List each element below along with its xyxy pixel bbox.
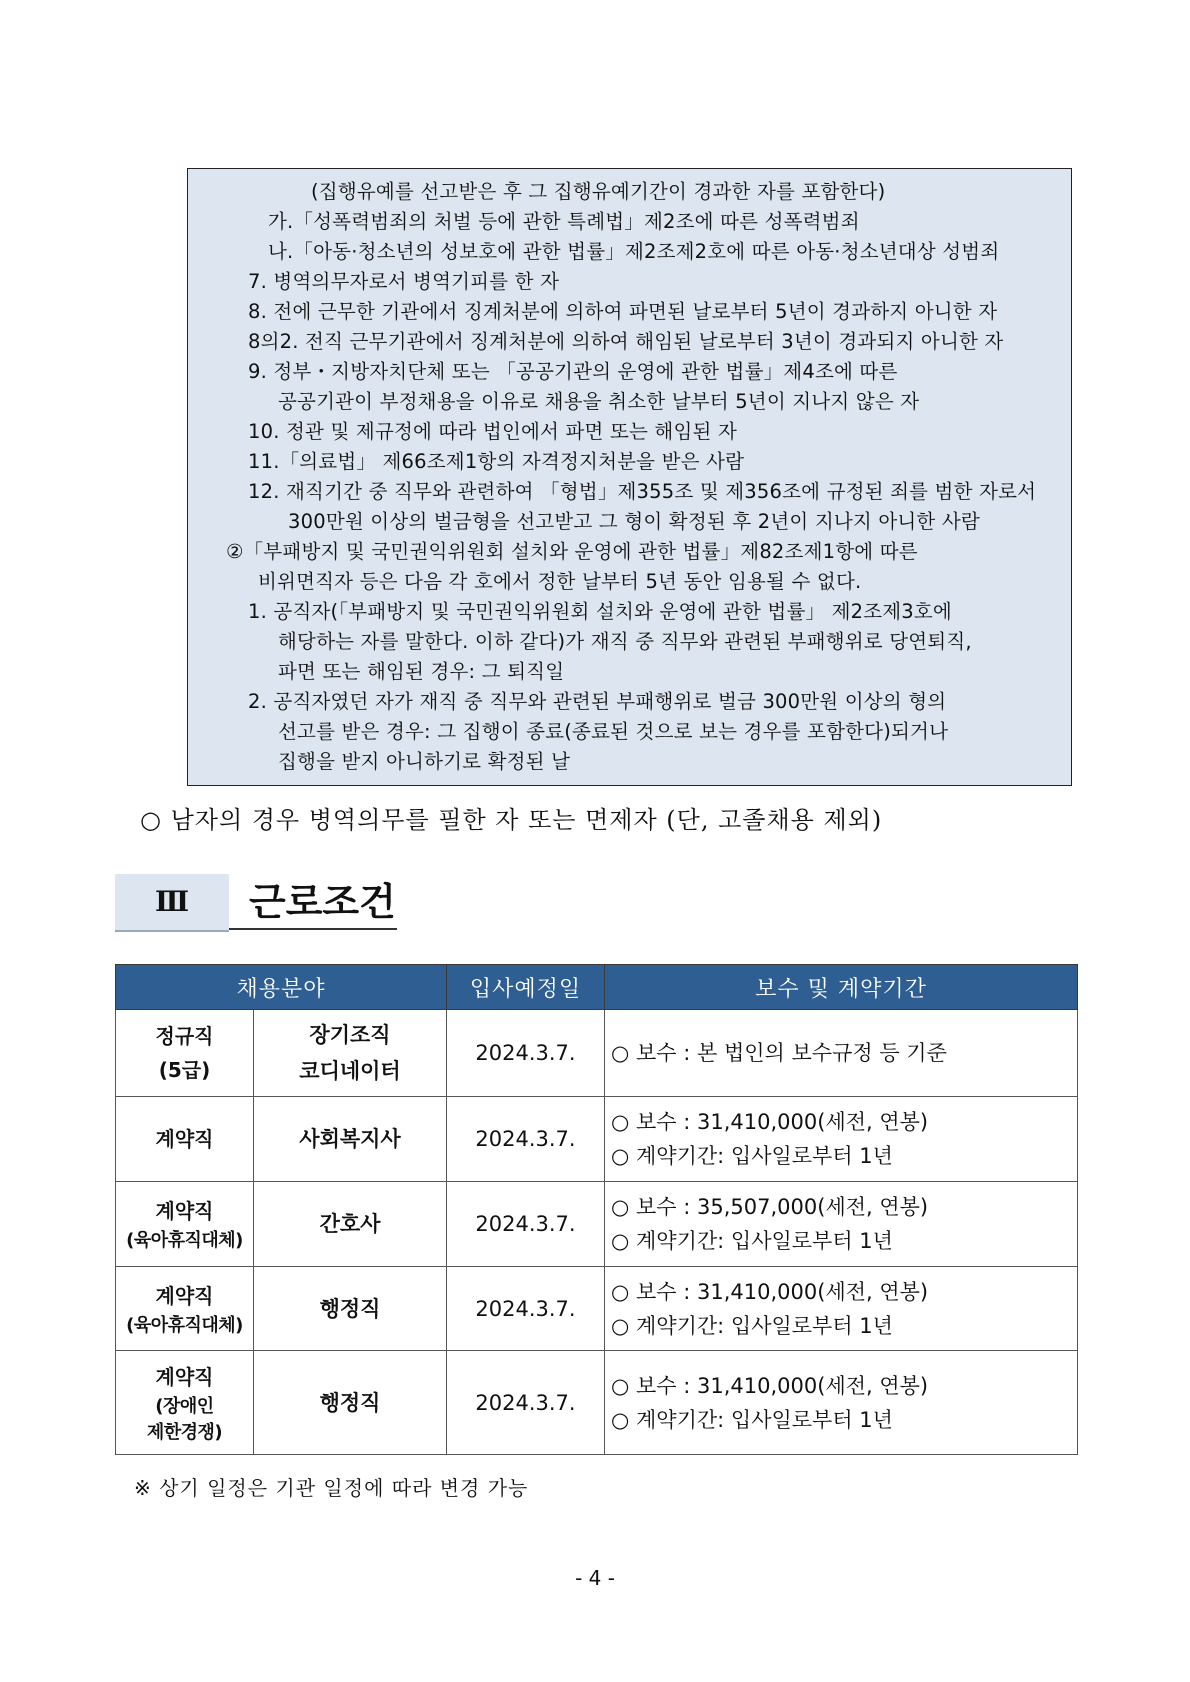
start-date: 2024.3.7. [447, 1351, 605, 1455]
contract-period: ○ 계약기간: 입사일로부터 1년 [611, 1229, 893, 1253]
employment-type-cell [116, 1010, 254, 1097]
job-field-line2: 코디네이터 [299, 1059, 401, 1083]
legal-line: 파면 또는 해임된 경우: 그 퇴직일 [278, 660, 565, 683]
job-field: 사회복지사 [254, 1097, 447, 1182]
table-row [116, 1267, 1078, 1351]
table-row [116, 1010, 1078, 1097]
employment-type: 정규직 [155, 1024, 214, 1048]
employment-type-cell [116, 1182, 254, 1267]
legal-line: 가.「성폭력범죄의 처벌 등에 관한 특례법」제2조에 따른 성폭력범죄 [268, 210, 860, 233]
job-field: 행정직 [254, 1267, 447, 1351]
legal-line: 10. 정관 및 제규정에 따라 법인에서 파면 또는 해임된 자 [248, 420, 737, 443]
contract-period: ○ 계약기간: 입사일로부터 1년 [611, 1144, 893, 1168]
job-field: 장기조직 [309, 1023, 391, 1047]
employment-type-detail: (육아휴직대체) [126, 1314, 243, 1336]
page-number: - 4 - [575, 1566, 615, 1590]
employment-type-cell [116, 1267, 254, 1351]
job-field-cell [254, 1010, 447, 1097]
legal-line: 나.「아동·청소년의 성보호에 관한 법률」제2조제2호에 따른 아동·청소년대상 성범죄 [268, 240, 1000, 263]
employment-type-detail-line2: 제한경쟁) [146, 1421, 223, 1443]
legal-line: 1. 공직자(「부패방지 및 국민권익위원회 설치와 운영에 관한 법률」 제2조제3호에 [248, 600, 952, 623]
legal-line: 집행을 받지 아니하기로 확정된 날 [278, 750, 571, 773]
legal-line: 공공기관이 부정채용을 이유로 채용을 취소한 날부터 5년이 지나지 않은 자 [278, 390, 920, 413]
contract-period: ○ 계약기간: 입사일로부터 1년 [611, 1313, 893, 1338]
section-title: 근로조건 [229, 874, 397, 930]
start-date: 2024.3.7. [447, 1010, 605, 1097]
legal-line: 해당하는 자를 말한다. 이하 같다)가 재직 중 직무와 관련된 부패행위로 당연퇴직, [278, 630, 972, 653]
job-field: 간호사 [254, 1182, 447, 1267]
salary-info: ○ 보수 : 31,410,000(세전, 연봉) [611, 1110, 929, 1134]
schedule-change-note: ※ 상기 일정은 기관 일정에 따라 변경 가능 [134, 1476, 529, 1500]
legal-line: 2. 공직자였던 자가 재직 중 직무와 관련된 부패행위로 벌금 300만원 이상의 형의 [248, 690, 947, 713]
job-field: 행정직 [254, 1351, 447, 1455]
legal-line: 8의2. 전직 근무기관에서 징계처분에 의하여 해임된 날로부터 3년이 경과되지 아니한 자 [248, 330, 1004, 353]
start-date: 2024.3.7. [447, 1267, 605, 1351]
section-heading [115, 874, 397, 932]
salary-contract-cell [605, 1351, 1078, 1455]
salary-contract-cell [605, 1010, 1078, 1097]
header-recruitment-field: 채용분야 [116, 965, 447, 1010]
contract-period: ○ 계약기간: 입사일로부터 1년 [611, 1407, 893, 1432]
legal-line: 9. 정부・지방자치단체 또는 「공공기관의 운영에 관한 법률」제4조에 따른 [248, 360, 898, 383]
legal-line: 300만원 이상의 벌금형을 선고받고 그 형이 확정된 후 2년이 지나지 아니한 사람 [288, 510, 980, 533]
legal-line: ②「부패방지 및 국민권익위원회 설치와 운영에 관한 법률」제82조제1항에 따른 [226, 540, 918, 563]
salary-contract-cell [605, 1267, 1078, 1351]
salary-contract-cell [605, 1182, 1078, 1267]
salary-info: ○ 보수 : 본 법인의 보수규정 등 기준 [611, 1041, 947, 1065]
table-row [116, 1351, 1078, 1455]
start-date: 2024.3.7. [447, 1182, 605, 1267]
start-date: 2024.3.7. [447, 1097, 605, 1182]
military-service-requirement: ○ 남자의 경우 병역의무를 필한 자 또는 면제자 (단, 고졸채용 제외) [140, 806, 883, 834]
employment-type: 계약직 [155, 1199, 214, 1223]
legal-line: 12. 재직기간 중 직무와 관련하여 「형법」제355조 및 제356조에 규정된 죄를 범한 자로서 [248, 480, 1037, 503]
legal-line: 7. 병역의무자로서 병역기피를 한 자 [248, 270, 560, 293]
salary-info: ○ 보수 : 31,410,000(세전, 연봉) [611, 1373, 929, 1398]
legal-quote-box [187, 168, 1072, 786]
employment-type-detail: (5급) [158, 1058, 211, 1082]
legal-line: 비위면직자 등은 다음 각 호에서 정한 날부터 5년 동안 임용될 수 없다. [258, 570, 862, 593]
table-row [116, 1182, 1078, 1267]
section-number: Ⅲ [115, 874, 229, 932]
salary-contract-cell [605, 1097, 1078, 1182]
legal-line: 11.「의료법」 제66조제1항의 자격정지처분을 받은 사람 [248, 450, 745, 473]
header-salary-contract: 보수 및 계약기간 [605, 965, 1078, 1010]
header-start-date: 입사예정일 [447, 965, 605, 1010]
employment-type-detail: (육아휴직대체) [126, 1230, 243, 1251]
employment-type: 계약직 [155, 1283, 214, 1308]
salary-info: ○ 보수 : 31,410,000(세전, 연봉) [611, 1279, 929, 1304]
employment-type-detail: (장애인 [155, 1395, 214, 1417]
table-row [116, 1097, 1078, 1182]
employment-type-cell [116, 1351, 254, 1455]
employment-type-cell [116, 1097, 254, 1182]
employment-type: 계약직 [155, 1127, 214, 1151]
salary-info: ○ 보수 : 35,507,000(세전, 연봉) [611, 1195, 929, 1219]
legal-line: (집행유예를 선고받은 후 그 집행유예기간이 경과한 자를 포함한다) [311, 180, 886, 203]
legal-line: 8. 전에 근무한 기관에서 징계처분에 의하여 파면된 날로부터 5년이 경과하지 아니한 자 [248, 300, 998, 323]
working-conditions-table [115, 964, 1078, 1455]
legal-line: 선고를 받은 경우: 그 집행이 종료(종료된 것으로 보는 경우를 포함한다)되거나 [278, 720, 949, 743]
table-header-row [116, 965, 1078, 1010]
employment-type: 계약직 [155, 1364, 214, 1389]
